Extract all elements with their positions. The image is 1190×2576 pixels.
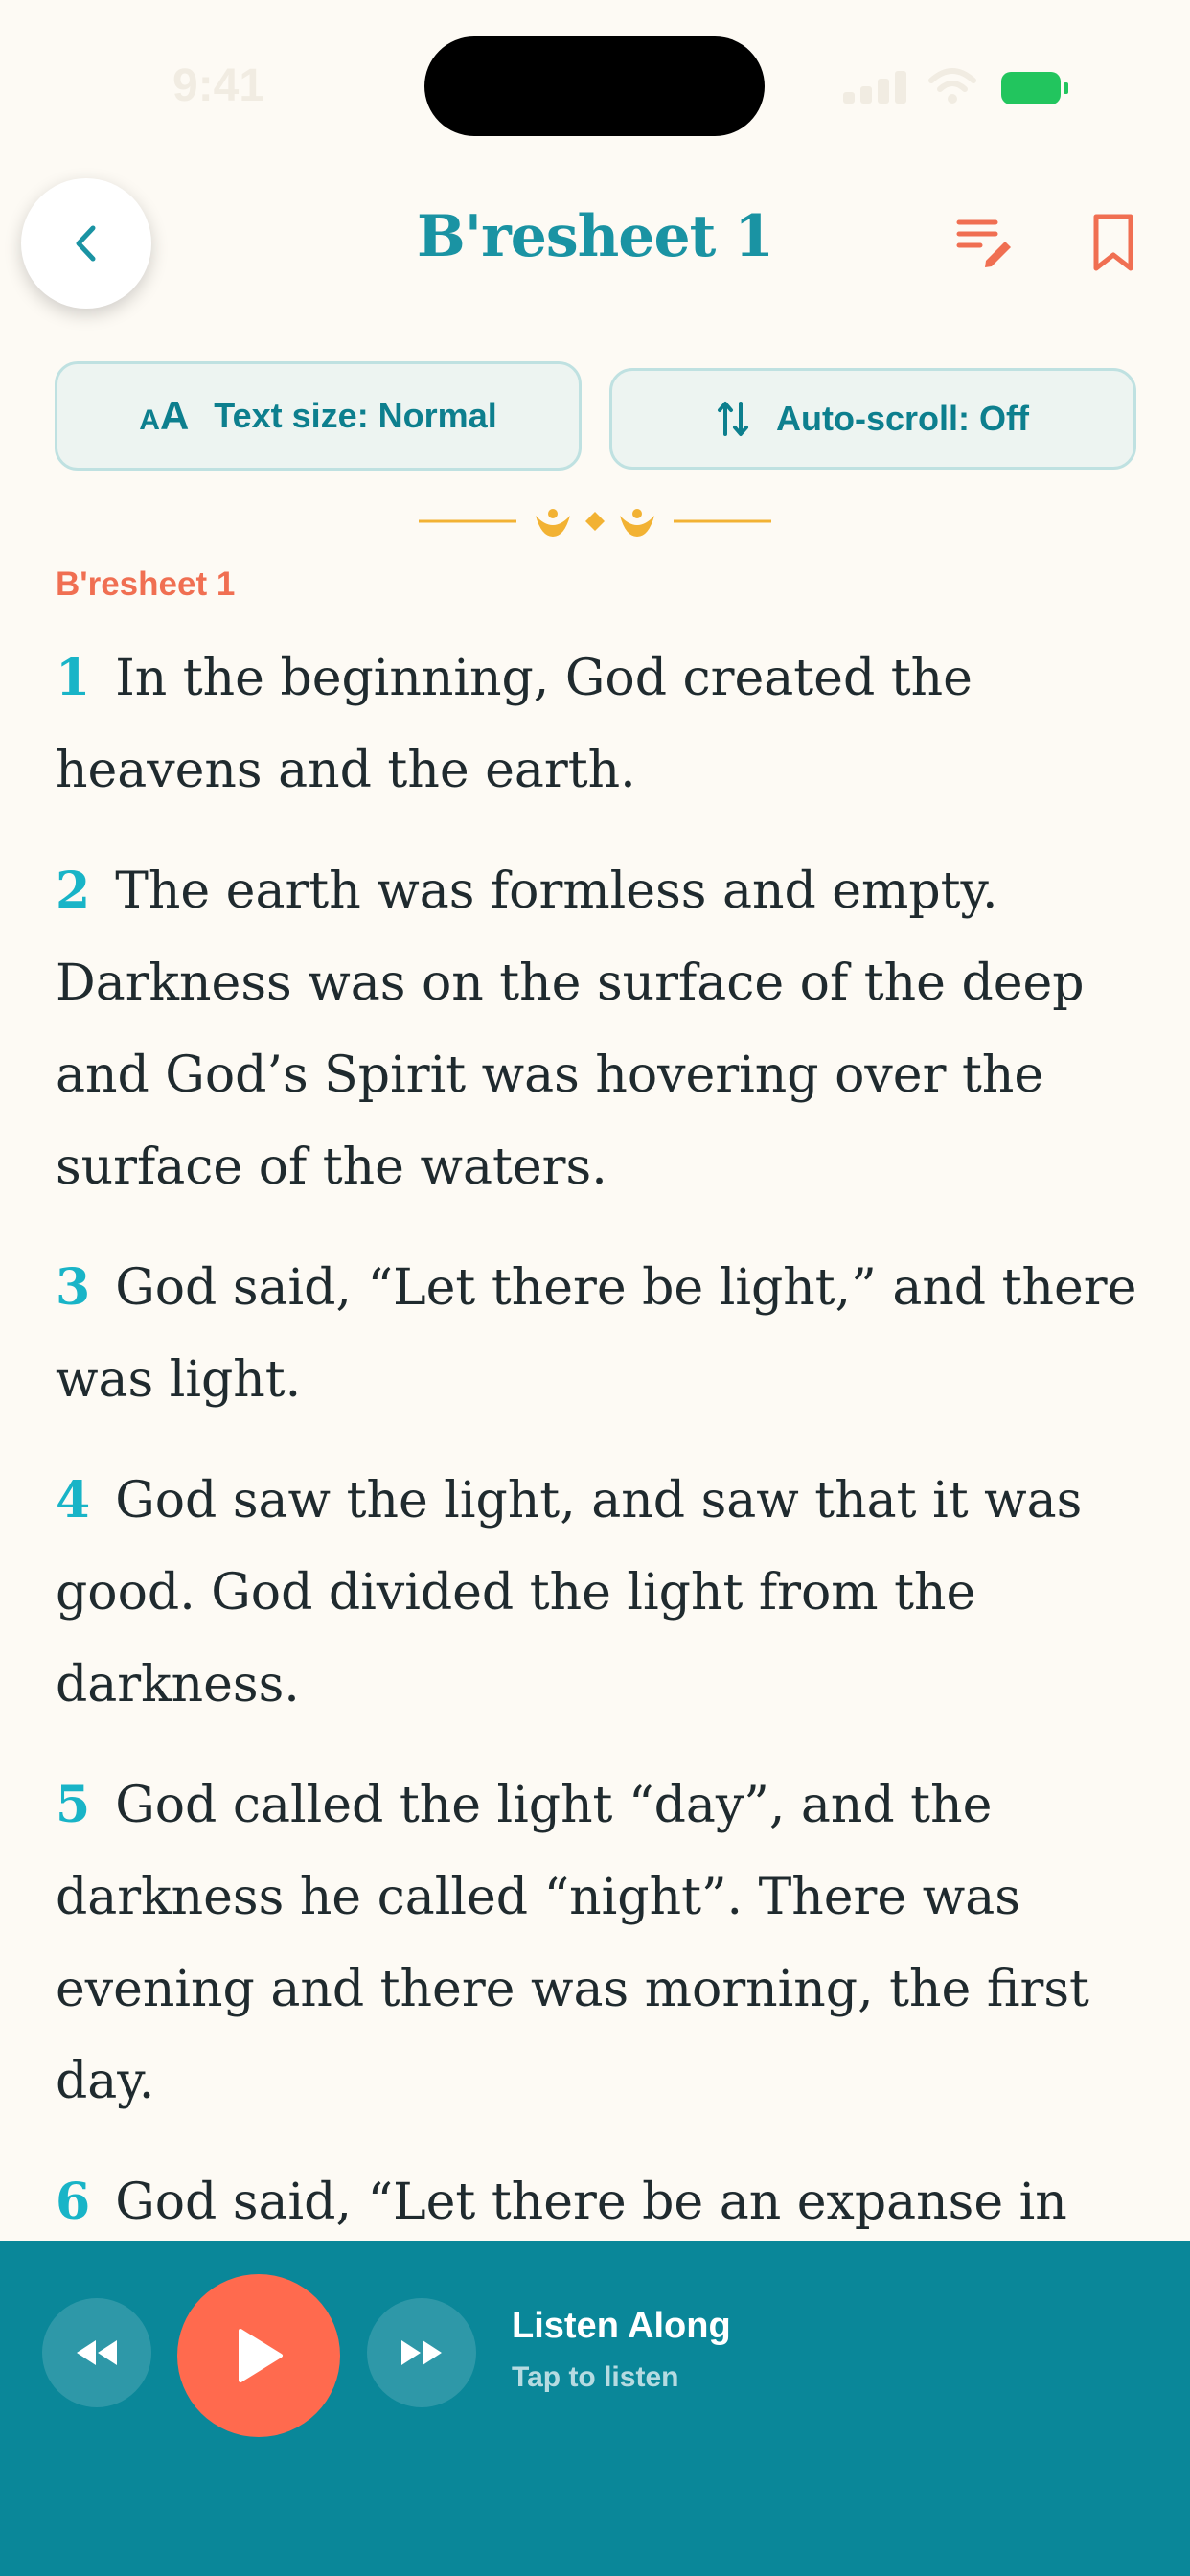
player-title[interactable]: Listen Along bbox=[512, 2306, 731, 2346]
auto-scroll-label: Auto-scroll: Off bbox=[776, 399, 1029, 438]
dynamic-island bbox=[424, 36, 765, 136]
fast-forward-icon bbox=[400, 2338, 444, 2367]
signal-icon bbox=[843, 69, 910, 104]
play-button[interactable] bbox=[177, 2274, 340, 2437]
verse-number: 5 bbox=[56, 1776, 91, 1834]
verse-text: God called the light “day”, and the darkness he called “night”. There was evening and there was morning, the first day. bbox=[56, 1777, 1089, 2110]
text-size-label: Text size: Normal bbox=[214, 396, 497, 435]
verse-number: 1 bbox=[56, 649, 91, 707]
status-bar bbox=[0, 0, 1190, 172]
page-title: B'resheet 1 bbox=[417, 203, 773, 270]
verse[interactable] bbox=[56, 845, 1138, 1213]
text-size-icon: AA bbox=[139, 393, 190, 438]
verse[interactable] bbox=[56, 2156, 1138, 2248]
verse-number: 2 bbox=[56, 862, 91, 920]
wifi-icon bbox=[927, 67, 977, 105]
play-icon bbox=[233, 2327, 285, 2384]
ornament-divider bbox=[419, 498, 771, 544]
verse[interactable] bbox=[56, 1242, 1138, 1426]
player-subtitle[interactable]: Tap to listen bbox=[512, 2361, 679, 2393]
chapter-label: B'resheet 1 bbox=[56, 565, 236, 603]
text-size-button[interactable] bbox=[55, 361, 582, 471]
up-down-arrows-icon bbox=[717, 400, 749, 438]
verse-text: The earth was formless and empty. Darkness was on the surface of the deep and God’s Spirit was hovering over the surface of the waters. bbox=[56, 862, 1085, 1196]
verse-number: 3 bbox=[56, 1258, 91, 1317]
verse[interactable] bbox=[56, 1455, 1138, 1731]
verse[interactable] bbox=[56, 1760, 1138, 2128]
verse-number: 4 bbox=[56, 1471, 91, 1530]
bookmark-button[interactable] bbox=[1085, 211, 1142, 274]
verse[interactable] bbox=[56, 632, 1138, 816]
rewind-icon bbox=[75, 2338, 119, 2367]
bookmark-icon bbox=[1096, 217, 1131, 268]
verse-list bbox=[56, 632, 1138, 2277]
battery-icon bbox=[1001, 72, 1068, 104]
auto-scroll-button[interactable] bbox=[609, 368, 1136, 470]
rewind-button[interactable] bbox=[42, 2298, 151, 2407]
edit-list-icon bbox=[959, 222, 1011, 267]
verse-text: In the beginning, God created the heavens and the earth. bbox=[56, 650, 973, 799]
verse-text: God said, “Let there be light,” and there was light. bbox=[56, 1259, 1137, 1409]
notes-button[interactable] bbox=[953, 213, 1015, 270]
forward-button[interactable] bbox=[367, 2298, 476, 2407]
status-time: 9:41 bbox=[172, 60, 265, 111]
verse-text: God said, “Let there be an expanse in bbox=[115, 2174, 1067, 2231]
audio-player-bar[interactable] bbox=[0, 2241, 1190, 2576]
verse-number: 6 bbox=[56, 2173, 91, 2231]
verse-text: God saw the light, and saw that it was good. God divided the light from the darkness. bbox=[56, 1472, 1083, 1714]
